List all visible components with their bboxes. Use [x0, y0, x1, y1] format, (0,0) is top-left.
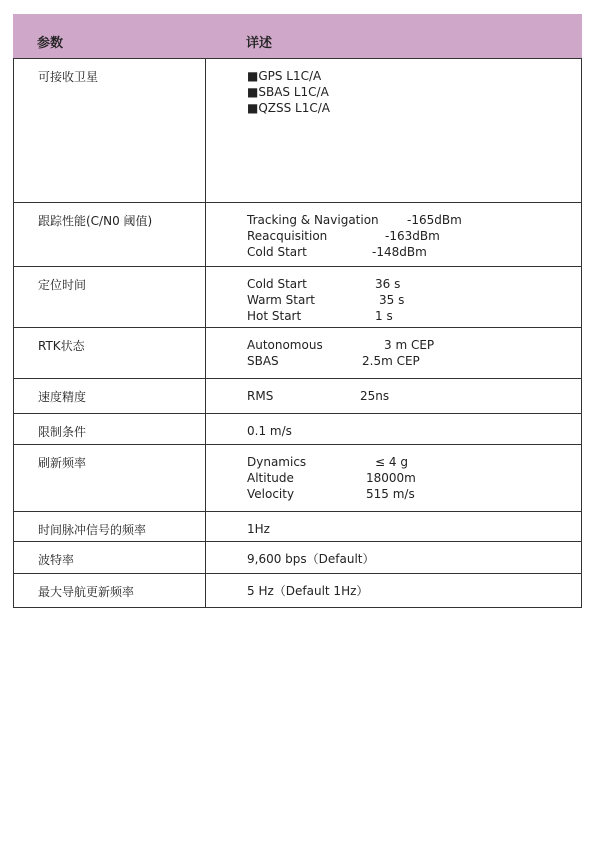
spec-table	[13, 14, 582, 608]
desc-value: 25ns	[360, 389, 390, 403]
desc-key: Cold Start	[247, 245, 307, 259]
desc-key: Dynamics	[247, 455, 307, 469]
table-row	[13, 574, 582, 607]
table-row	[13, 512, 582, 542]
desc-key: Cold Start	[247, 277, 307, 291]
desc-value: 3 m CEP	[384, 338, 435, 352]
desc-key: Tracking & Navigation	[247, 213, 379, 227]
desc-key: Hot Start	[247, 309, 302, 323]
param-name: 波特率	[38, 553, 75, 567]
desc-item: ■GPS L1C/A	[247, 69, 322, 83]
desc-item: ■SBAS L1C/A	[247, 85, 329, 99]
table-row	[13, 542, 582, 574]
param-name: 限制条件	[38, 425, 87, 439]
param-name: 跟踪性能(C/N0 阈值)	[38, 214, 153, 228]
param-name: 最大导航更新频率	[38, 585, 135, 599]
param-name: 刷新频率	[38, 456, 87, 470]
param-name: 定位时间	[38, 278, 87, 292]
desc-key: Altitude	[247, 471, 294, 485]
desc-item: 0.1 m/s	[247, 424, 292, 438]
table-row	[13, 445, 582, 512]
table-row	[13, 414, 582, 445]
desc-value: -165dBm	[407, 213, 462, 227]
desc-key: Autonomous	[247, 338, 323, 352]
desc-value: 18000m	[366, 471, 416, 485]
desc-key: SBAS	[247, 354, 279, 368]
desc-value: -163dBm	[385, 229, 440, 243]
table-row	[13, 59, 582, 203]
desc-value: 1 s	[375, 309, 393, 323]
desc-item: 5 Hz（Default 1Hz）	[247, 584, 369, 598]
param-name: 可接收卫星	[38, 70, 99, 84]
desc-value: 515 m/s	[366, 487, 415, 501]
desc-value: -148dBm	[372, 245, 427, 259]
desc-item: ■QZSS L1C/A	[247, 101, 331, 115]
desc-value: ≤ 4 g	[375, 455, 408, 469]
desc-value: 35 s	[379, 293, 405, 307]
table-row	[13, 203, 582, 267]
header-param: 参数	[37, 36, 64, 51]
desc-item: 1Hz	[247, 522, 270, 536]
desc-key: Reacquisition	[247, 229, 328, 243]
param-name: RTK状态	[38, 339, 85, 353]
desc-key: RMS	[247, 389, 274, 403]
table-header	[13, 14, 582, 59]
desc-key: Velocity	[247, 487, 295, 501]
header-desc: 详述	[246, 36, 273, 51]
desc-value: 2.5m CEP	[362, 354, 420, 368]
table-row	[13, 328, 582, 379]
table-row	[13, 379, 582, 414]
desc-item: 9,600 bps（Default）	[247, 552, 375, 566]
param-name: 时间脉冲信号的频率	[38, 523, 147, 537]
param-name: 速度精度	[38, 390, 87, 404]
desc-value: 36 s	[375, 277, 401, 291]
desc-key: Warm Start	[247, 293, 315, 307]
table-row	[13, 267, 582, 328]
